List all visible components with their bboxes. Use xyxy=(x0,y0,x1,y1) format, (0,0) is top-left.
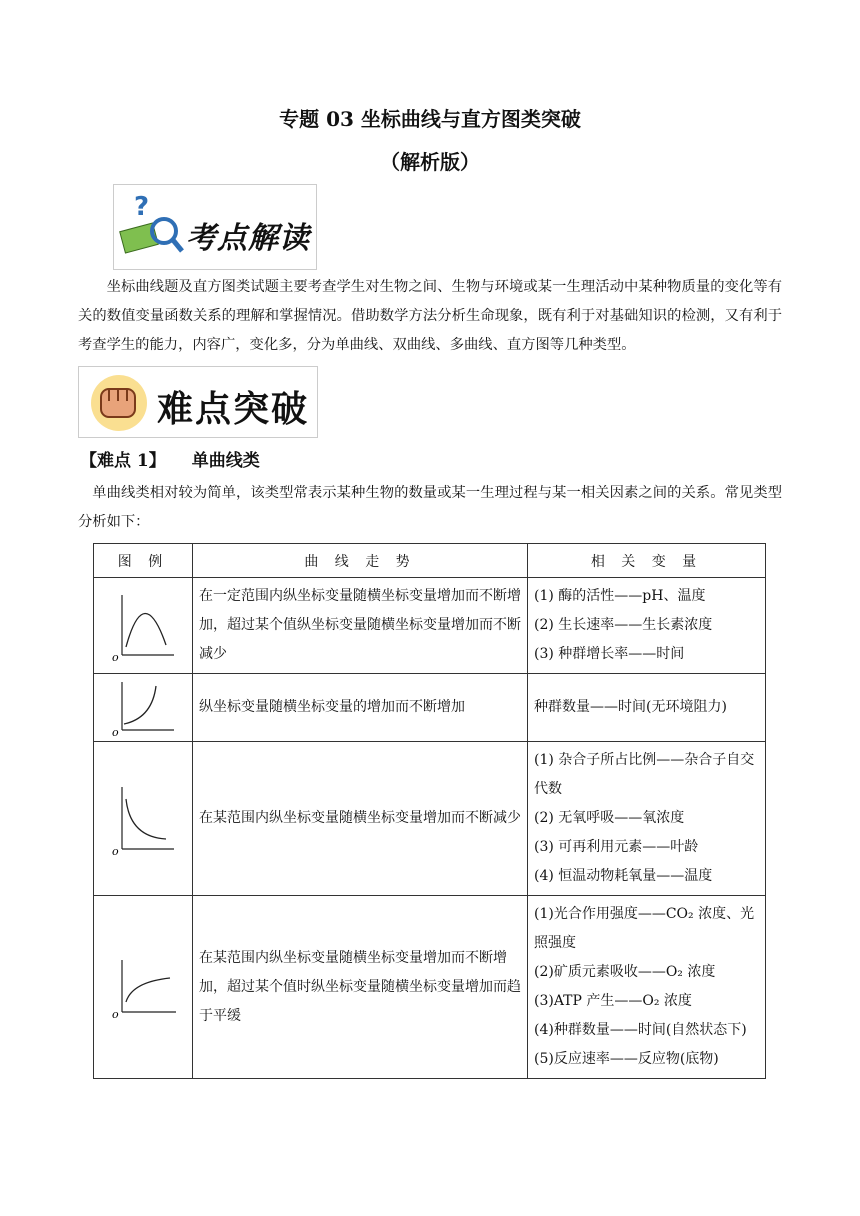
figure-cell xyxy=(94,578,193,674)
variables-cell xyxy=(528,578,766,674)
nandian-banner-text: 难点突破 xyxy=(157,388,310,430)
table-row xyxy=(94,578,766,674)
curve-types-table xyxy=(93,543,766,1079)
origin-label: o xyxy=(112,725,119,738)
variable-item: (2) 生长速率——生长素浓度 xyxy=(534,617,713,633)
kaodian-banner-text: 考点解读 xyxy=(186,221,310,256)
variables-cell xyxy=(528,742,766,896)
variable-item: (1) 杂合子所占比例——杂合子自交代数 xyxy=(534,752,755,797)
header-figure: 图 例 xyxy=(94,544,193,578)
figure-cell xyxy=(94,896,193,1079)
figure-cell xyxy=(94,674,193,742)
variable-item: (2)矿质元素吸收——O₂ 浓度 xyxy=(534,964,716,980)
header-trend: 曲 线 走 势 xyxy=(193,544,528,578)
origin-label: o xyxy=(112,844,119,858)
variable-item: (1) 酶的活性——pH、温度 xyxy=(534,588,706,604)
intro-paragraph: 坐标曲线题及直方图类试题主要考查学生对生物之间、生物与环境或某一生理活动中某种物质量的变化等有关的数值变量函数关系的理解和掌握情况。借助数学方法分析生命现象，既有利于对基础知识的检测，又有利于考查学生的能力，内容广，变化多，分为单曲线、双曲线、多曲线、直方图等几种类型。 xyxy=(78,279,782,353)
section-tag: 【难点 1】 xyxy=(80,451,166,471)
table-row xyxy=(94,674,766,742)
trend-cell: 在一定范围内纵坐标变量随横坐标变量增加而不断增加，超过某个值纵坐标变量随横坐标变量增加而不断减少 xyxy=(193,578,528,674)
magnifier-book-icon xyxy=(116,187,186,267)
variables-cell xyxy=(528,674,766,742)
fist-icon xyxy=(81,369,157,435)
parabola-curve-figure xyxy=(108,589,178,663)
header-variables: 相 关 变 量 xyxy=(528,544,766,578)
section-label: 单曲线类 xyxy=(191,451,260,471)
page-title: 专题 03 坐标曲线与直方图类突破 xyxy=(279,107,581,131)
page-subtitle: （解析版） xyxy=(380,150,480,174)
variable-item: (3) 可再利用元素——叶龄 xyxy=(534,839,699,855)
variable-item: (4) 恒温动物耗氧量——温度 xyxy=(534,868,713,884)
exponential-curve-figure xyxy=(108,678,178,738)
kaodian-banner xyxy=(113,184,317,270)
figure-cell xyxy=(94,742,193,896)
variable-item: (4)种群数量——时间(自然状态下) xyxy=(534,1022,747,1038)
trend-cell: 在某范围内纵坐标变量随横坐标变量增加而不断减少 xyxy=(193,742,528,896)
variable-item: (3) 种群增长率——时间 xyxy=(534,646,685,662)
table-row xyxy=(94,742,766,896)
trend-cell: 纵坐标变量随横坐标变量的增加而不断增加 xyxy=(193,674,528,742)
trend-cell: 在某范围内纵坐标变量随横坐标变量增加而不断增加，超过某个值时纵坐标变量随横坐标变量增加而趋于平缓 xyxy=(193,896,528,1079)
saturation-curve-figure xyxy=(108,952,178,1022)
origin-label: o xyxy=(112,650,119,663)
variable-item: (5)反应速率——反应物(底物) xyxy=(534,1051,719,1067)
nandian-banner xyxy=(78,366,318,438)
section-heading xyxy=(80,446,260,471)
variable-item: (3)ATP 产生——O₂ 浓度 xyxy=(534,993,692,1009)
svg-text:?: ? xyxy=(134,192,150,222)
decay-curve-figure xyxy=(108,779,178,859)
variable-item: 种群数量——时间(无环境阻力) xyxy=(534,699,727,715)
table-row xyxy=(94,896,766,1079)
variable-item: (2) 无氧呼吸——氧浓度 xyxy=(534,810,685,826)
variables-cell xyxy=(528,896,766,1079)
variable-item: (1)光合作用强度——CO₂ 浓度、光照强度 xyxy=(534,906,755,951)
table-header-row xyxy=(94,544,766,578)
origin-label: o xyxy=(112,1008,119,1021)
section-description: 单曲线类相对较为简单，该类型常表示某种生物的数量或某一生理过程与某一相关因素之间的关系。常见类型分析如下： xyxy=(78,485,782,530)
